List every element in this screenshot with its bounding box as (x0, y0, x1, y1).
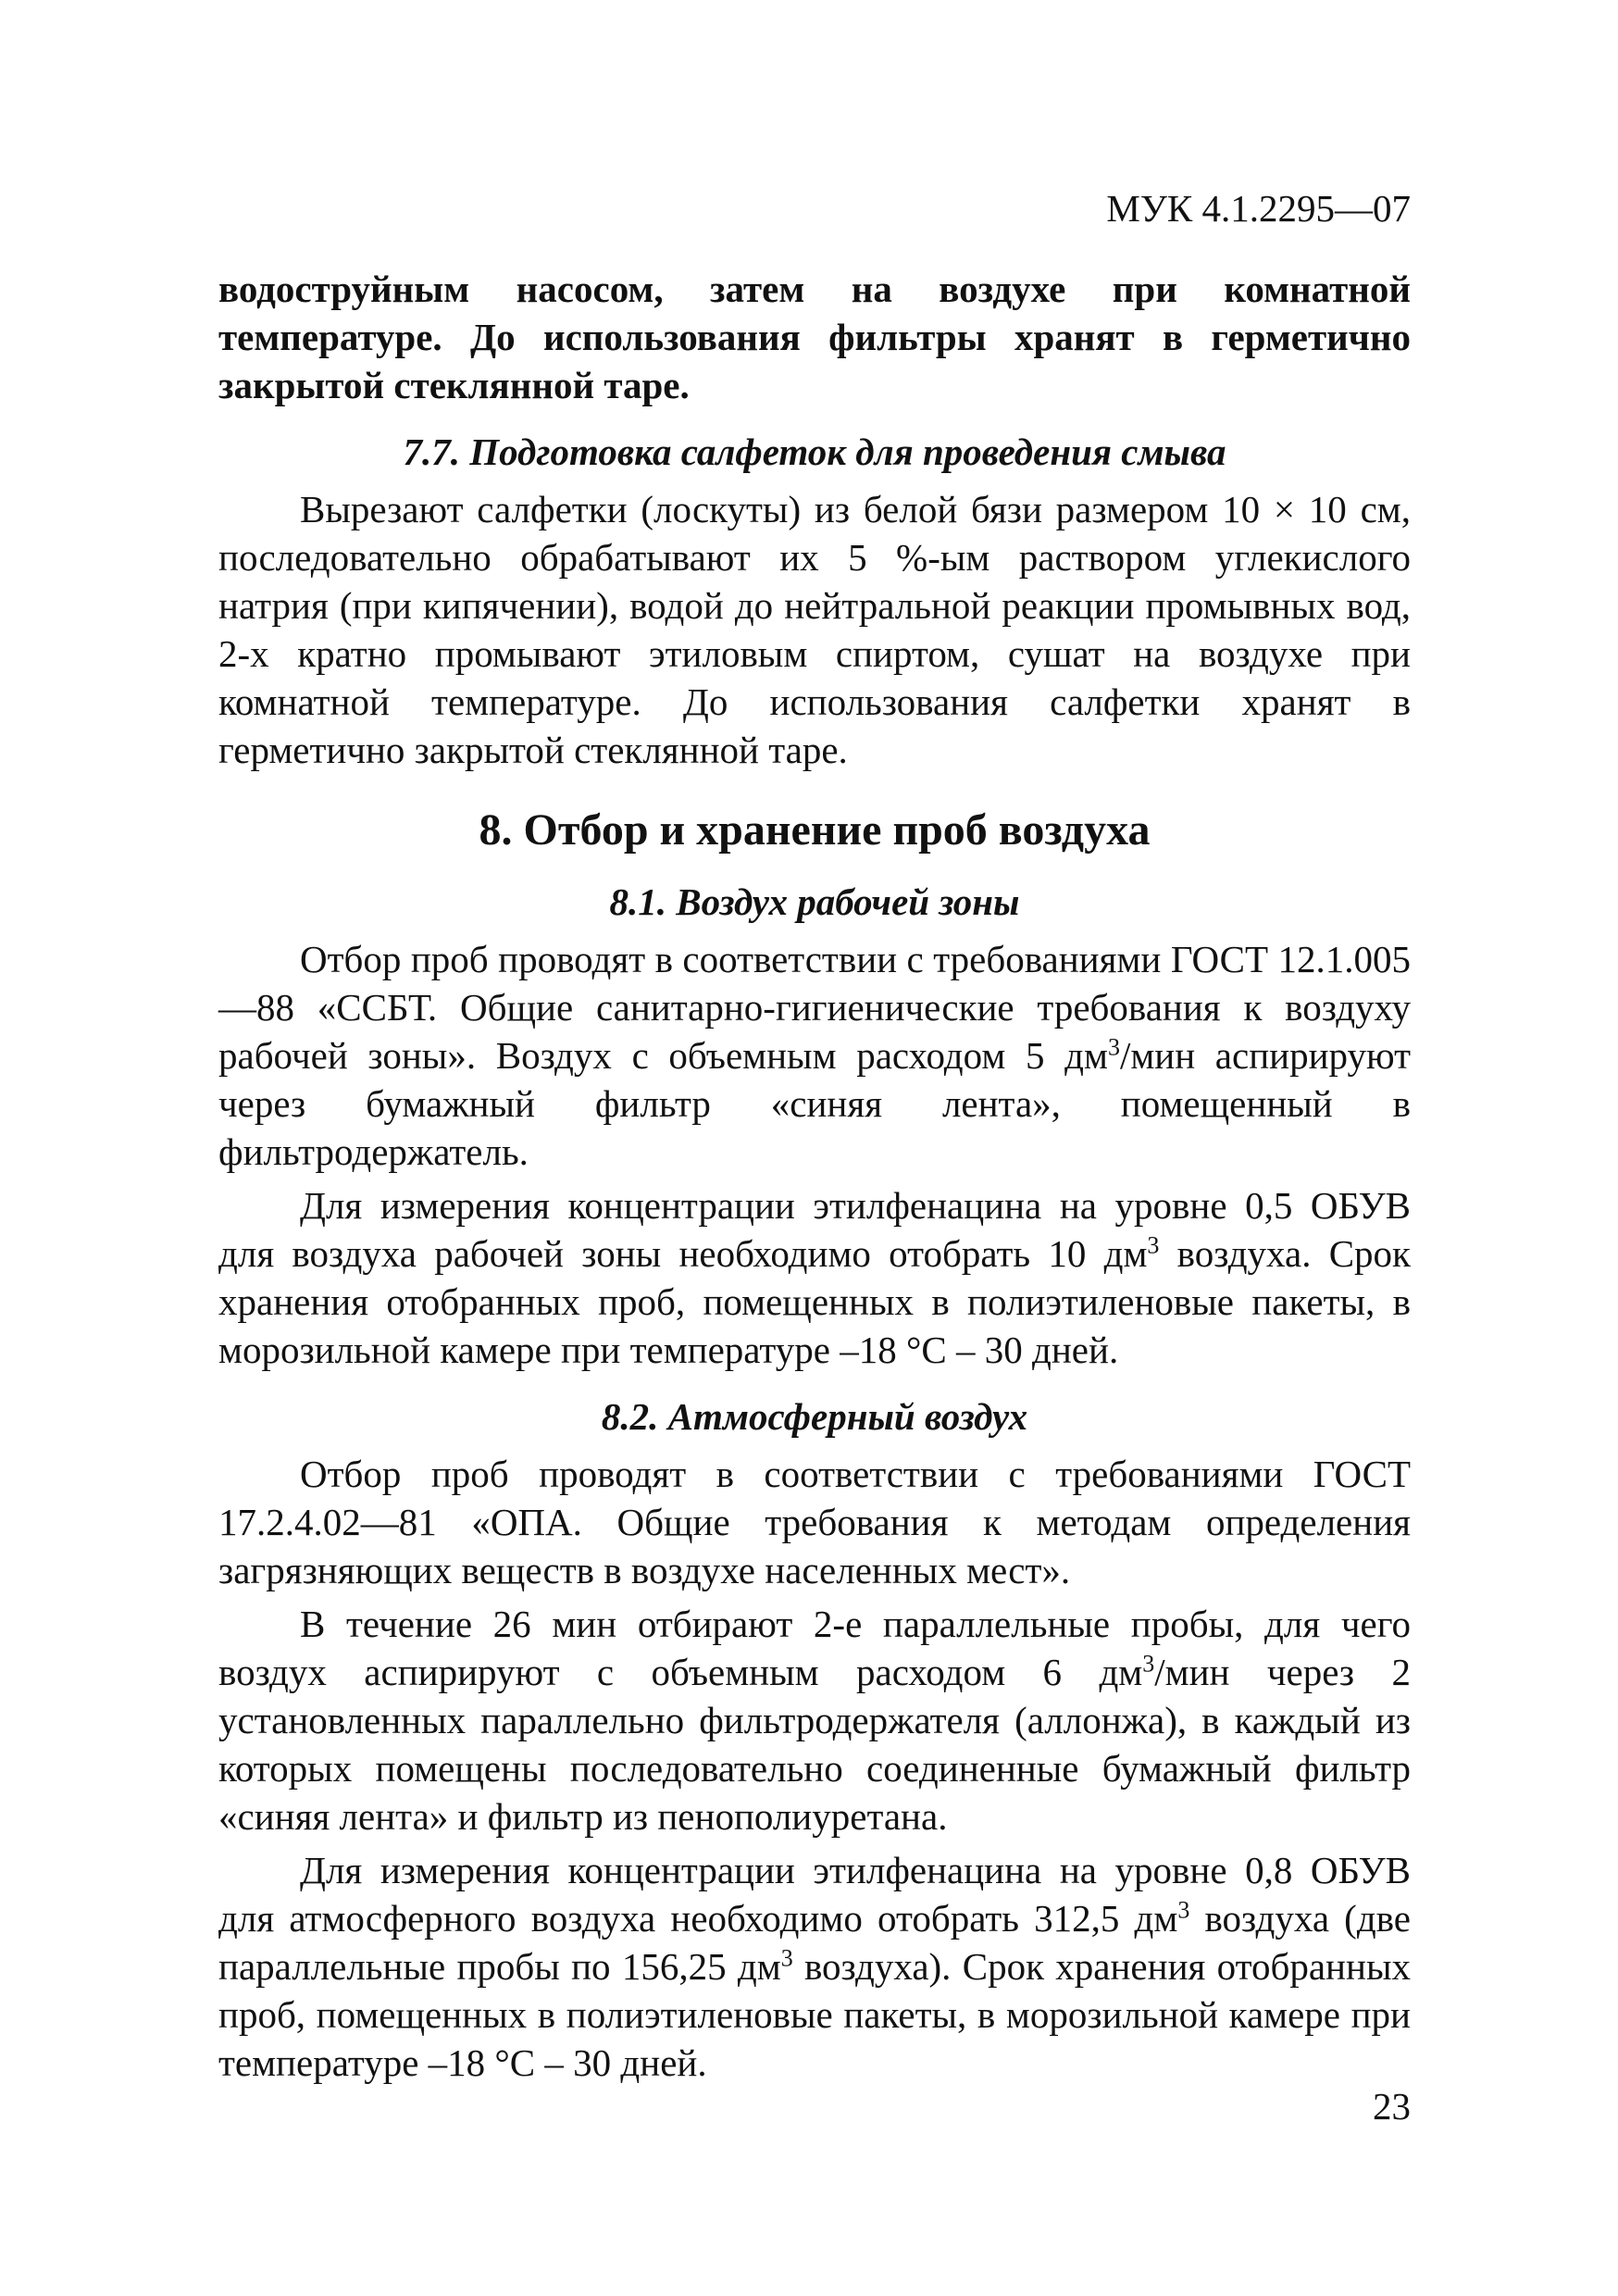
section-7-7-paragraph: Вырезают салфетки (лоскуты) из белой бязи размером 10 × 10 см, последовательно обрабатывают их 5 %-ым раствором углекислого натрия (при кипячении), водой до нейтральной реакции промывных вод, 2-х кратно промывают этиловым спиртом, сушат на воздухе при комнатной температуре. До использования салфетки хранят в герметично закрытой стеклянной таре. (218, 488, 1411, 771)
section-8-1-paragraph-2 (218, 1181, 1411, 1374)
text-run: воздуха). Срок хранения отобранных проб, помещенных в полиэтиленовые пакеты, в морозильной камере при температуре –18 °С – 30 дней. (218, 1945, 1411, 2084)
superscript-3: 3 (1147, 1231, 1160, 1259)
superscript-3: 3 (780, 1944, 793, 1972)
text-run: воздуха. Срок хранения отобранных проб, помещенных в полиэтиленовые пакеты, в морозильной камере при температуре –18 °С – 30 дней. (218, 1232, 1411, 1371)
superscript-3: 3 (1107, 1033, 1120, 1061)
page-number: 23 (1373, 2085, 1411, 2128)
carryover-paragraph: водоструйным насосом, затем на воздухе при комнатной температуре. До использования фильтры хранят в герметично закрытой стеклянной таре. (218, 268, 1411, 406)
section-8-2-heading: 8.2. Атмосферный воздух (601, 1395, 1028, 1438)
section-8-2-paragraph-3 (218, 1846, 1411, 2087)
document-code: МУК 4.1.2295—07 (1106, 187, 1411, 230)
text-run: Для измерения концентрации этилфенацина на уровне 0,5 ОБУВ для воздуха рабочей зоны необходимо отобрать 10 дм (218, 1184, 1411, 1275)
section-8-1-paragraph-1 (218, 935, 1411, 1176)
section-8-title: 8. Отбор и хранение проб воздуха (479, 805, 1151, 855)
page-content (218, 265, 1411, 2087)
text-run: /мин через 2 установленных параллельно фильтродержателя (аллонжа), в каждый из которых помещены последовательно соединенные бумажный фильтр «синяя лента» и фильтр из пенополиуретана. (218, 1651, 1412, 1838)
superscript-3: 3 (1142, 1650, 1155, 1678)
section-7-7-heading: 7.7. Подготовка салфеток для проведения смыва (403, 430, 1226, 473)
text-run: Для измерения концентрации этилфенацина на уровне 0,8 ОБУВ для атмосферного воздуха необходимо отобрать 312,5 дм (218, 1849, 1411, 1940)
text-run: /мин аспирируют через бумажный фильтр «синяя лента», помещенный в фильтродержатель. (218, 1034, 1411, 1173)
section-8-1-heading: 8.1. Воздух рабочей зоны (609, 880, 1020, 923)
text-run: воздуха (две параллельные пробы по 156,25 дм (218, 1897, 1411, 1988)
text-run: Отбор проб проводят в соответствии с требованиями ГОСТ 12.1.005—88 «ССБТ. Общие санитарно-гигиенические требования к воздуху рабочей зоны». Воздух с объемным расходом 5 дм (218, 938, 1411, 1077)
section-8-2-paragraph-2 (218, 1600, 1411, 1841)
section-8-2-paragraph-1: Отбор проб проводят в соответствии с требованиями ГОСТ 17.2.4.02—81 «ОПА. Общие требования к методам определения загрязняющих веществ в воздухе населенных мест». (218, 1453, 1411, 1591)
superscript-3: 3 (1177, 1896, 1190, 1924)
text-run: В течение 26 мин отбирают 2-е параллельные пробы, для чего воздух аспирируют с объемным расходом 6 дм (218, 1603, 1411, 1693)
